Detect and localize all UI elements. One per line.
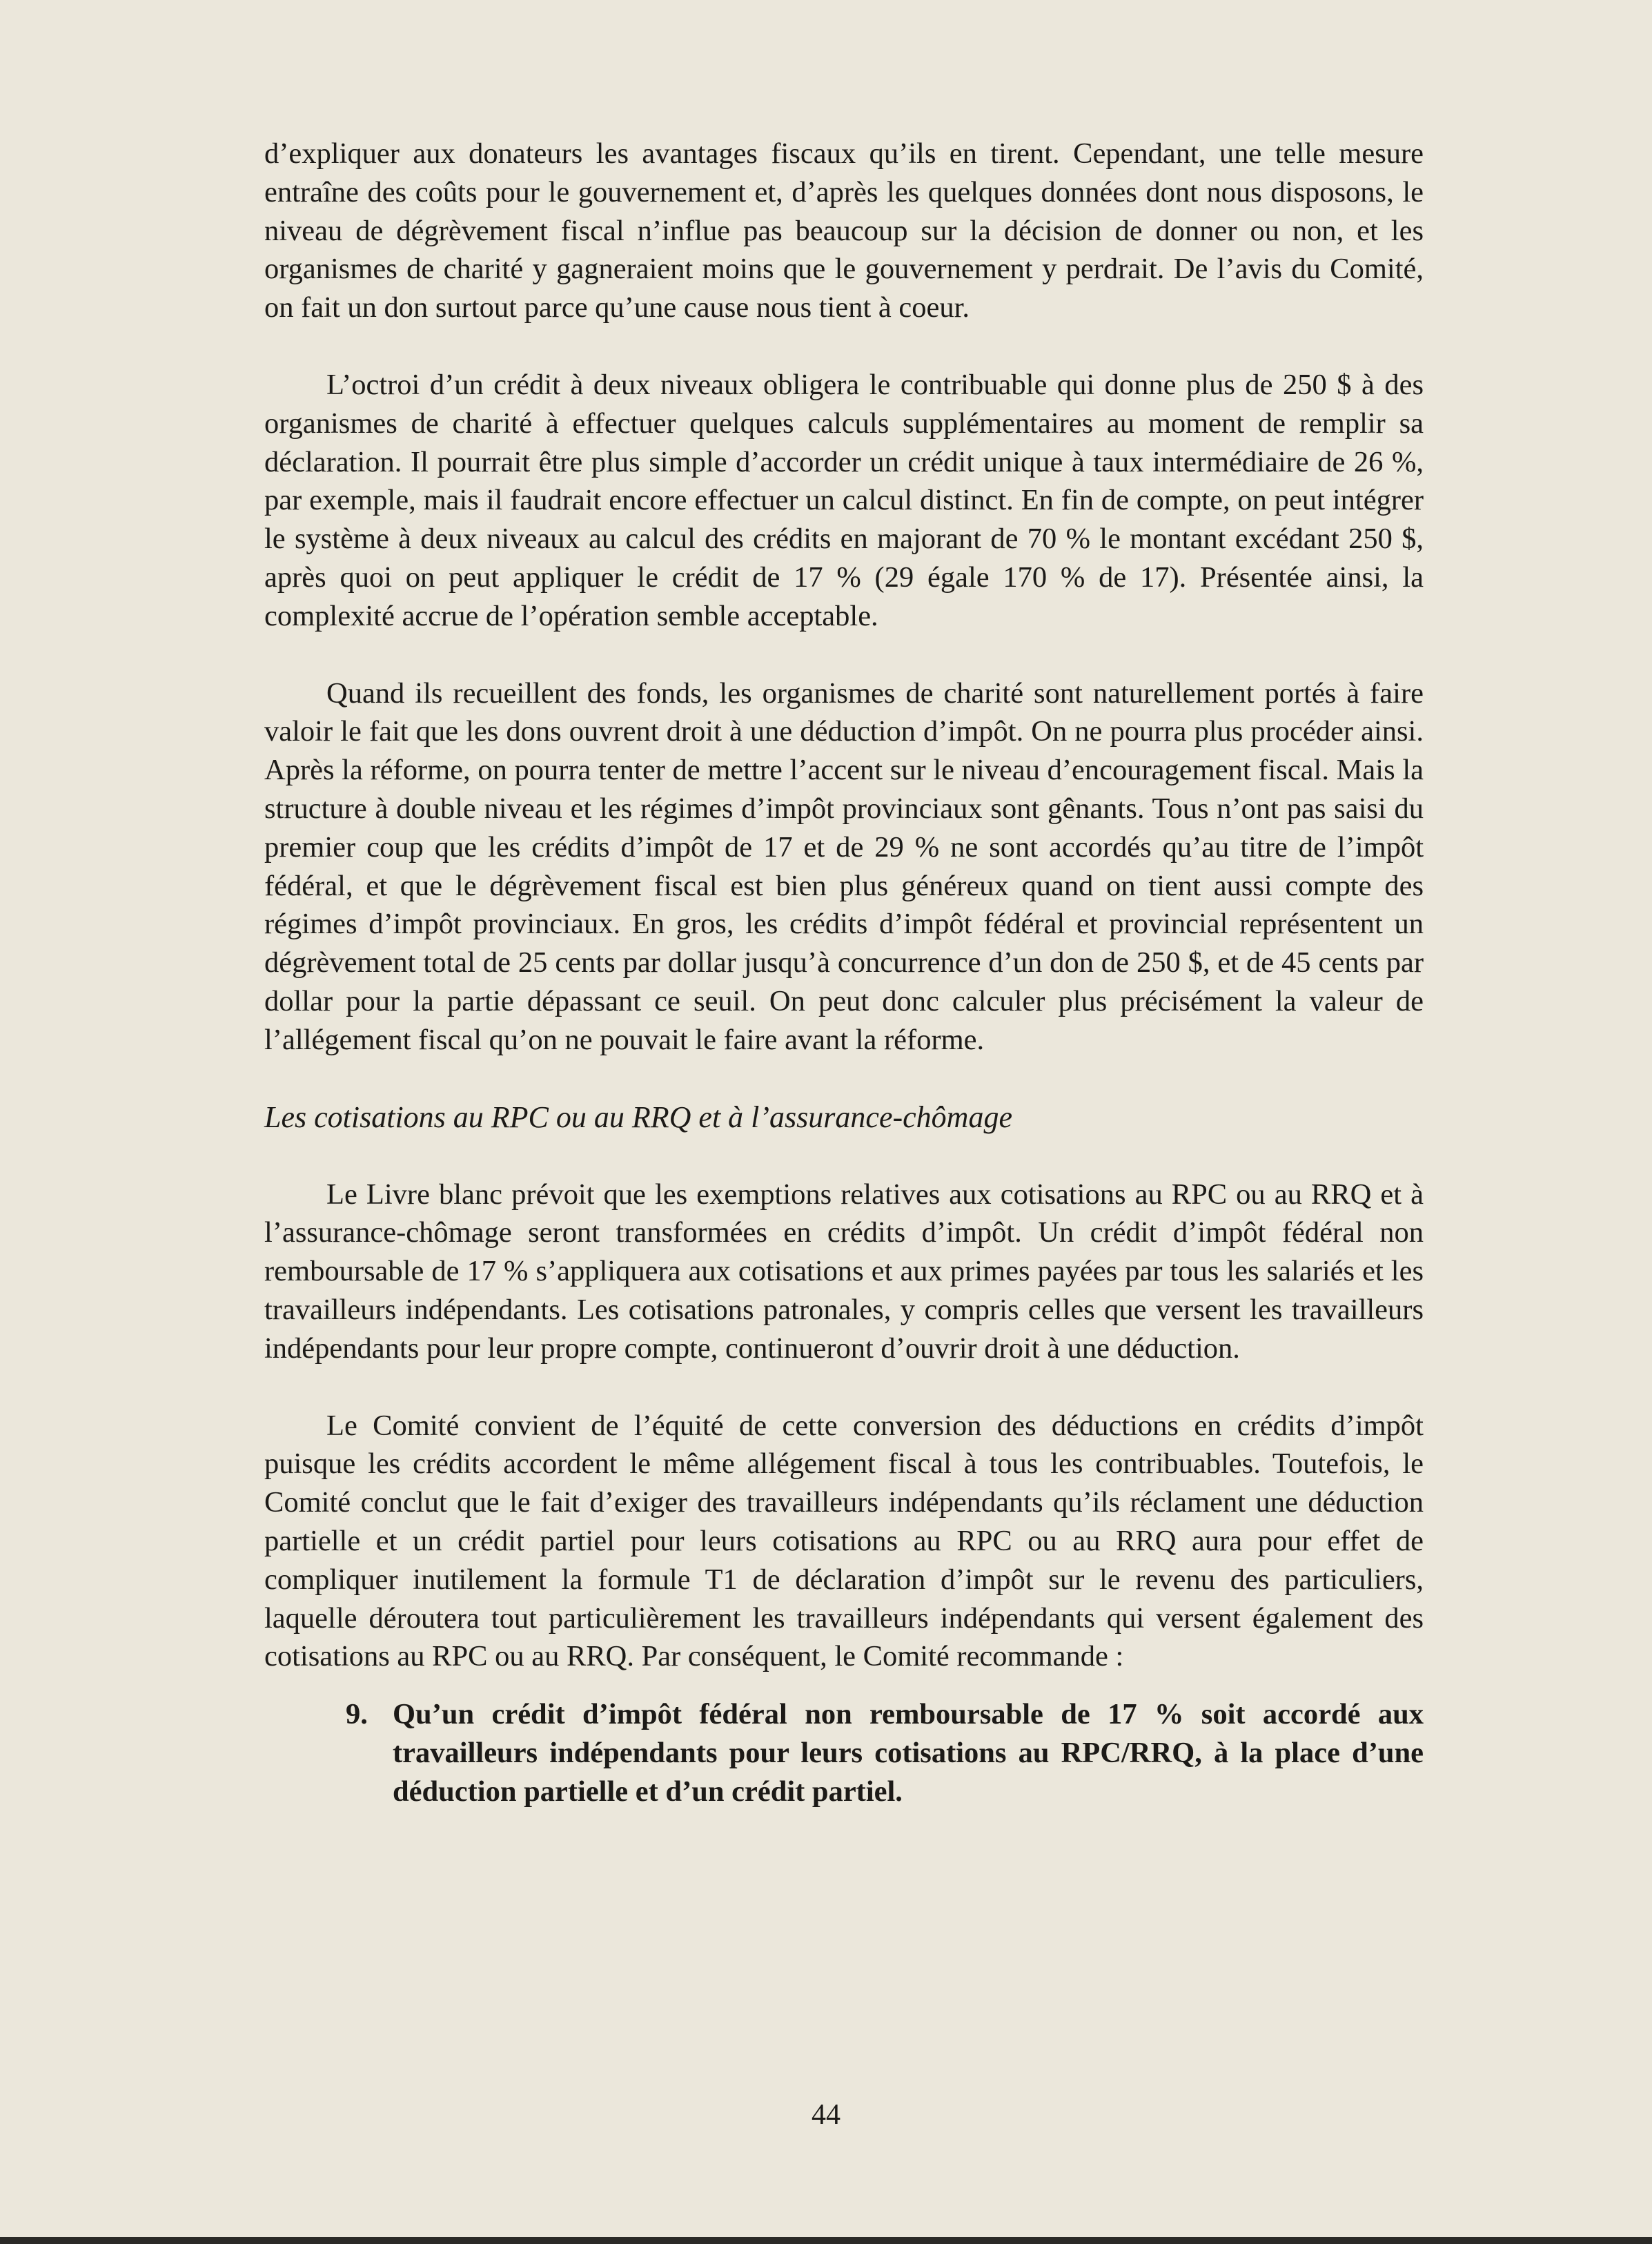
- paragraph-5: Le Comité convient de l’équité de cette conversion des déductions en crédits d’impôt puisque les crédits accordent le même allégement fiscal à tous les contribuables. Toutefois, le Comité conclut que le fait d’exiger des travailleurs indépendants qu’ils réclament une déduction partielle et un crédit partiel pour leurs cotisations au RPC ou au RRQ aura pour effet de compliquer inutilement la formule T1 de déclaration d’impôt sur le revenu des particuliers, laquelle déroutera tout particulièrement les travailleurs indépendants qui versent également des cotisations au RPC ou au RRQ. Par conséquent, le Comité recommande :: [264, 1409, 1424, 1673]
- paragraph-gap: [264, 327, 1424, 366]
- recommendation-text: Qu’un crédit d’impôt fédéral non remboursable de 17 % soit accordé aux travailleurs indépendants pour leurs cotisations au RPC/RRQ, à la place d’une déduction partielle et d’un crédit partiel.: [393, 1698, 1424, 1808]
- recommendation-number: 9.: [346, 1698, 368, 1731]
- recommendation-9: [346, 1695, 1424, 1811]
- paragraph-gap: [264, 1060, 1424, 1098]
- paragraph-gap: [264, 636, 1424, 674]
- paragraph-3: Quand ils recueillent des fonds, les organismes de charité sont naturellement portés à faire valoir le fait que les dons ouvrent droit à une déduction d’impôt. On ne pourra plus procéder ainsi. Après la réforme, on pourra tenter de mettre l’accent sur le niveau d’encouragement fiscal. Mais la structure à double niveau et les régimes d’impôt provinciaux sont gênants. Tous n’ont pas saisi du premier coup que les crédits d’impôt de 17 et de 29 % ne sont accordés qu’au titre de l’impôt fédéral, et que le dégrèvement fiscal est bien plus généreux quand on tient aussi compte des régimes d’impôt provinciaux. En gros, les crédits d’impôt fédéral et provincial représentent un dégrèvement total de 25 cents par dollar jusqu’à concurrence d’un don de 250 $, et de 45 cents par dollar pour la partie dépassant ce seuil. On peut donc calculer plus précisément la valeur de l’allégement fiscal qu’on ne pouvait le faire avant la réforme.: [264, 676, 1424, 1056]
- paragraph-gap: [264, 1676, 1424, 1695]
- page-number: 44: [812, 2099, 840, 2131]
- paragraph-gap: [264, 1368, 1424, 1407]
- scan-bottom-edge: [0, 2237, 1652, 2244]
- section-heading: Les cotisations au RPC ou au RRQ et à l’assurance-chômage: [264, 1100, 1012, 1134]
- text-column: [264, 135, 1424, 1811]
- paragraph-2: L’octroi d’un crédit à deux niveaux obligera le contribuable qui donne plus de 250 $ à des organismes de charité à effectuer quelques calculs supplémentaires au moment de remplir sa déclaration. Il pourrait être plus simple d’accorder un crédit unique à taux intermédiaire de 26 %, par exemple, mais il faudrait encore effectuer un calcul distinct. En fin de compte, on peut intégrer le système à deux niveaux au calcul des crédits en majorant de 70 % le montant excédant 250 $, après quoi on peut appliquer le crédit de 17 % (29 égale 170 % de 17). Présentée ainsi, la complexité accrue de l’opération semble acceptable.: [264, 368, 1424, 632]
- paragraph-gap: [264, 1137, 1424, 1175]
- paragraph-1: d’expliquer aux donateurs les avantages fiscaux qu’ils en tirent. Cependant, une telle mesure entraîne des coûts pour le gouvernement et, d’après les quelques données dont nous disposons, le niveau de dégrèvement fiscal n’influe pas beaucoup sur la décision de donner ou non, et les organismes de charité y gagneraient moins que le gouvernement y perdrait. De l’avis du Comité, on fait un don surtout parce qu’une cause nous tient à coeur.: [264, 137, 1424, 324]
- paragraph-4: Le Livre blanc prévoit que les exemptions relatives aux cotisations au RPC ou au RRQ et à l’assurance-chômage seront transformées en crédits d’impôt. Un crédit d’impôt fédéral non remboursable de 17 % s’appliquera aux cotisations et aux primes payées par tous les salariés et les travailleurs indépendants. Les cotisations patronales, y compris celles que versent les travailleurs indépendants pour leur propre compte, continueront d’ouvrir droit à une déduction.: [264, 1178, 1424, 1365]
